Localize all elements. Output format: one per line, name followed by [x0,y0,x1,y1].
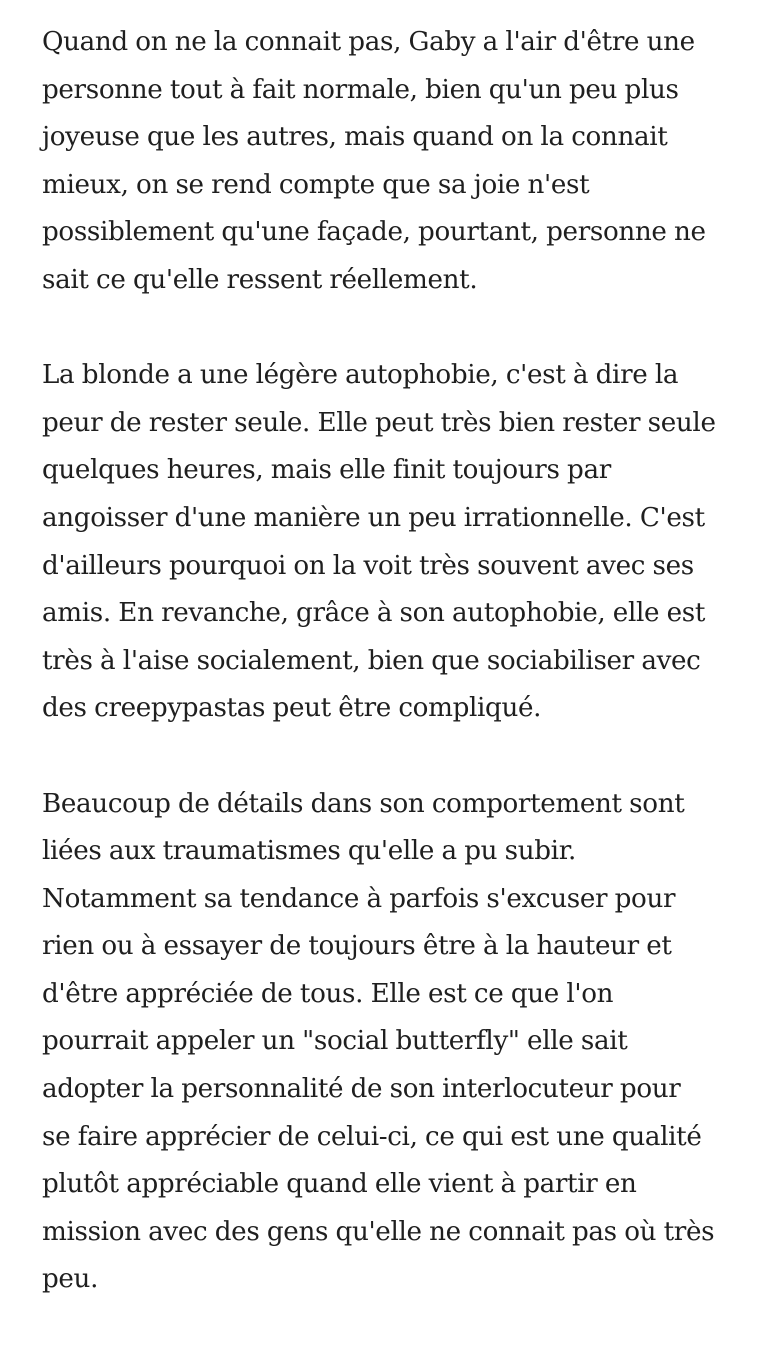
text-line: liées aux traumatismes qu'elle a pu subir. [42,836,576,867]
text-line: plutôt appréciable quand elle vient à partir en [42,1169,637,1200]
text-line: possiblement qu'une façade, pourtant, personne ne [42,217,706,248]
paragraph-intro [42,19,762,305]
paragraph-autophobia [42,352,762,733]
text-line: pourrait appeler un "social butterfly" elle sait [42,1026,628,1057]
text-line: La blonde a une légère autophobie, c'est à dire la [42,360,679,391]
text-line: Notamment sa tendance à parfois s'excuser pour [42,883,676,914]
text-line: Quand on ne la connait pas, Gaby a l'air d'être une [42,27,695,57]
text-line: très à l'aise socialement, bien que sociabiliser avec [42,645,701,676]
text-line: d'ailleurs pourquoi on la voit très souvent avec ses [42,550,694,581]
text-line: d'être appréciée de tous. Elle est ce que l'on [42,978,614,1009]
text-line: se faire apprécier de celui-ci, ce qui est une qualité [42,1121,702,1152]
text-line: peur de rester seule. Elle peut très bien rester seule [42,407,716,438]
text-line: des creepypastas peut être compliqué. [42,693,542,724]
paragraph-behavior [42,781,762,1305]
text-line: Beaucoup de détails dans son comportement sont [42,788,685,819]
text-line: joyeuse que les autres, mais quand on la connait [42,122,668,153]
text-line: mission avec des gens qu'elle ne connait pas où très [42,1216,715,1247]
text-line: mieux, on se rend compte que sa joie n'est [42,169,590,200]
text-line: angoisser d'une manière un peu irrationnelle. C'est [42,502,705,533]
text-line: peu. [42,1264,99,1295]
text-line: adopter la personnalité de son interlocuteur pour [42,1074,681,1105]
text-line: sait ce qu'elle ressent réellement. [42,264,478,295]
text-line: rien ou à essayer de toujours être à la hauteur et [42,931,672,962]
text-line: amis. En revanche, grâce à son autophobie, elle est [42,598,706,629]
text-line: quelques heures, mais elle finit toujours par [42,455,611,486]
text-line: personne tout à fait normale, bien qu'un peu plus [42,74,679,105]
